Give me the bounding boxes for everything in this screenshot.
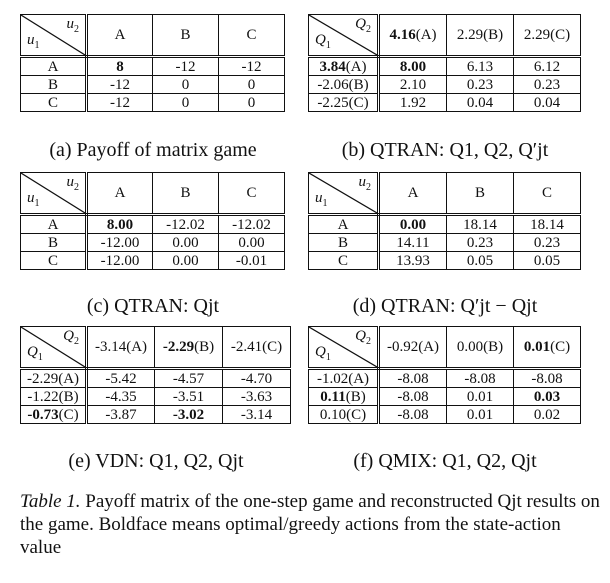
value: 0.05 xyxy=(533,252,561,269)
value: -2.41 xyxy=(230,339,263,355)
row-header xyxy=(309,406,379,424)
column-variable xyxy=(63,328,79,350)
value: 0.04 xyxy=(466,94,494,111)
table-row xyxy=(309,234,581,252)
action-label: (C) xyxy=(550,27,571,43)
table-cell xyxy=(87,369,155,388)
table-row xyxy=(21,252,285,270)
table-cell xyxy=(219,57,285,76)
table-row xyxy=(309,369,581,388)
column-header xyxy=(379,15,447,57)
table-row xyxy=(21,94,285,112)
table-cell xyxy=(219,215,285,234)
table-cell xyxy=(87,215,153,234)
table-caption-text: Payoff matrix of the one-step game and reconstructed Qjt results on the game. Boldface means optimal/greedy actions from the state-action value xyxy=(20,491,600,558)
panel-b xyxy=(308,14,581,112)
table-row xyxy=(21,369,291,388)
column-variable xyxy=(355,16,371,38)
row-var: u xyxy=(27,190,35,206)
bold-value: 0.11 xyxy=(320,388,346,405)
table-cell xyxy=(153,76,219,94)
table-cell xyxy=(514,234,581,252)
table-cell xyxy=(153,57,219,76)
table-cell xyxy=(153,252,219,270)
value: 0 xyxy=(247,76,256,93)
corner-cell xyxy=(309,173,379,215)
column-header xyxy=(219,173,285,215)
col-sub: 2 xyxy=(366,24,371,35)
value: 0.23 xyxy=(533,76,561,93)
bold-value: 4.16 xyxy=(389,27,416,43)
value: -0.92 xyxy=(386,339,419,355)
caption-b: (b) QTRAN: Q1, Q2, Q′jt xyxy=(341,139,549,161)
action-label: (B) xyxy=(483,339,504,355)
payoff-table xyxy=(308,172,581,270)
row-header xyxy=(309,57,379,76)
table-row xyxy=(21,76,285,94)
bold-value: 3.84 xyxy=(319,58,346,75)
bold-value: 8 xyxy=(116,58,124,75)
table-cell xyxy=(87,234,153,252)
row-variable xyxy=(27,344,43,366)
row-header xyxy=(309,252,379,270)
value: 1.92 xyxy=(399,94,427,111)
value: 0.05 xyxy=(466,252,494,269)
value: 0.23 xyxy=(466,76,494,93)
table-cell xyxy=(379,94,447,112)
row-variable xyxy=(27,32,40,54)
table-cell xyxy=(223,388,291,406)
column-header xyxy=(87,15,153,57)
table-row xyxy=(21,234,285,252)
table-cell xyxy=(87,57,153,76)
row-sub: 1 xyxy=(37,352,43,363)
bold-value: 0.01 xyxy=(523,339,551,355)
action-label: (B) xyxy=(194,339,215,355)
table-cell xyxy=(379,252,447,270)
col-sub: 2 xyxy=(366,336,371,347)
action-label: (B) xyxy=(348,76,369,93)
col-sub: 2 xyxy=(74,24,79,35)
action-label: (B) xyxy=(58,388,79,405)
table-cell xyxy=(447,388,514,406)
value: -3.14 xyxy=(94,339,127,355)
value: 0 xyxy=(181,76,190,93)
col-var: u xyxy=(66,16,74,32)
column-header xyxy=(153,173,219,215)
row-var: Q xyxy=(27,344,38,360)
column-variable xyxy=(67,16,80,38)
table-cell xyxy=(223,406,291,424)
row-header xyxy=(21,234,87,252)
value: A xyxy=(47,216,59,233)
column-header xyxy=(155,327,223,369)
row-sub: 1 xyxy=(34,198,40,209)
action-label: (A) xyxy=(348,370,370,387)
table-cell xyxy=(153,215,219,234)
row-header xyxy=(21,76,87,94)
table-cell xyxy=(514,369,581,388)
row-header xyxy=(21,94,87,112)
value: -3.87 xyxy=(105,406,137,423)
column-header xyxy=(447,327,514,369)
value: C xyxy=(541,185,552,201)
column-header xyxy=(87,327,155,369)
table-cell xyxy=(447,94,514,112)
column-header xyxy=(379,173,447,215)
table-cell xyxy=(379,76,447,94)
value: -12.00 xyxy=(100,234,140,251)
value: 0.01 xyxy=(466,406,494,423)
value: A xyxy=(114,27,126,43)
header-row xyxy=(309,327,581,369)
caption-d: (d) QTRAN: Q′jt − Qjt xyxy=(352,295,538,317)
value: B xyxy=(474,185,485,201)
table-cell xyxy=(447,234,514,252)
row-var: u xyxy=(315,190,323,206)
value: -1.02 xyxy=(316,370,349,387)
value: -2.06 xyxy=(317,76,349,93)
value: A xyxy=(114,185,126,201)
header-row xyxy=(21,327,291,369)
row-variable xyxy=(315,32,331,54)
panel-e xyxy=(20,326,291,424)
table-cell xyxy=(514,76,581,94)
table-cell xyxy=(514,215,581,234)
table-cell xyxy=(379,234,447,252)
bold-value: 0.00 xyxy=(399,216,427,233)
column-variable xyxy=(359,174,372,196)
row-header xyxy=(21,388,87,406)
caption-a: (a) Payoff of matrix game xyxy=(49,139,257,161)
table-label: Table 1. xyxy=(20,491,81,512)
value: A xyxy=(47,58,59,75)
row-var: u xyxy=(27,32,35,48)
table-cell xyxy=(379,215,447,234)
table-cell xyxy=(219,234,285,252)
row-header xyxy=(309,388,379,406)
table-cell xyxy=(447,406,514,424)
payoff-table xyxy=(20,172,285,270)
table-cell xyxy=(87,406,155,424)
value: -4.70 xyxy=(240,370,273,387)
value: 18.14 xyxy=(530,216,564,233)
table-cell xyxy=(447,57,514,76)
payoff-table xyxy=(20,14,285,112)
header-row xyxy=(309,15,581,57)
value: 6.12 xyxy=(533,58,561,75)
bold-value: -0.73 xyxy=(27,406,59,423)
column-header xyxy=(514,173,581,215)
table-row xyxy=(21,215,285,234)
value: 0.02 xyxy=(533,406,561,423)
value: -5.42 xyxy=(105,370,137,387)
value: -12 xyxy=(110,76,130,93)
value: 0.10 xyxy=(319,406,347,423)
column-header xyxy=(219,15,285,57)
value: 2.29 xyxy=(523,27,551,43)
table-cell xyxy=(447,215,514,234)
value: A xyxy=(337,216,349,233)
row-variable xyxy=(315,344,331,366)
row-header xyxy=(309,94,379,112)
col-var: Q xyxy=(355,328,366,344)
value: -8.08 xyxy=(397,406,429,423)
row-sub: 1 xyxy=(325,352,331,363)
value: 0.00 xyxy=(456,339,484,355)
value: -12 xyxy=(241,58,262,75)
table-cell xyxy=(379,369,447,388)
table-row xyxy=(309,388,581,406)
value: 0.00 xyxy=(172,234,199,251)
col-var: Q xyxy=(63,328,74,344)
table-row xyxy=(21,388,291,406)
value: 0.23 xyxy=(466,234,494,251)
table-caption xyxy=(20,490,605,559)
row-sub: 1 xyxy=(325,40,331,51)
column-header xyxy=(87,173,153,215)
value: 0.00 xyxy=(238,234,265,251)
value: B xyxy=(180,185,191,201)
table-cell xyxy=(87,76,153,94)
table-row xyxy=(309,94,581,112)
header-row xyxy=(309,173,581,215)
corner-cell xyxy=(309,327,379,369)
value: -12 xyxy=(175,58,196,75)
table-row xyxy=(21,406,291,424)
value: -8.08 xyxy=(397,388,429,405)
table-cell xyxy=(219,94,285,112)
table-cell xyxy=(514,57,581,76)
corner-cell xyxy=(21,327,87,369)
value: -3.14 xyxy=(240,406,273,423)
table-cell xyxy=(223,369,291,388)
table-cell xyxy=(87,94,153,112)
action-label: (C) xyxy=(262,339,283,355)
row-header xyxy=(309,76,379,94)
value: B xyxy=(47,234,58,251)
value: 0.00 xyxy=(172,252,199,269)
value: C xyxy=(246,27,257,43)
table-row xyxy=(309,57,581,76)
value: 0.01 xyxy=(466,388,494,405)
action-label: (C) xyxy=(346,406,367,423)
action-label: (C) xyxy=(58,406,79,423)
value: -8.08 xyxy=(464,370,496,387)
table-cell xyxy=(155,406,223,424)
column-variable xyxy=(355,328,371,350)
col-var: u xyxy=(66,174,74,190)
panel-a xyxy=(20,14,285,112)
table-row xyxy=(309,215,581,234)
column-header xyxy=(514,15,581,57)
value: -12.02 xyxy=(166,216,205,233)
value: 2.29 xyxy=(456,27,484,43)
value: -12.00 xyxy=(100,252,140,269)
table-cell xyxy=(153,94,219,112)
panel-d xyxy=(308,172,581,270)
table-row xyxy=(21,57,285,76)
value: 18.14 xyxy=(463,216,497,233)
corner-cell xyxy=(21,15,87,57)
value: A xyxy=(407,185,419,201)
action-label: (A) xyxy=(418,339,440,355)
value: 0 xyxy=(181,94,190,111)
value: -1.22 xyxy=(27,388,59,405)
table-cell xyxy=(87,252,153,270)
bold-value: 8.00 xyxy=(399,58,427,75)
value: -2.25 xyxy=(317,94,349,111)
row-header xyxy=(309,234,379,252)
table-row xyxy=(309,252,581,270)
col-var: Q xyxy=(355,16,366,32)
column-header xyxy=(153,15,219,57)
caption-f: (f) QMIX: Q1, Q2, Qjt xyxy=(353,450,537,472)
row-var: Q xyxy=(315,344,326,360)
table-cell xyxy=(379,406,447,424)
action-label: (B) xyxy=(345,388,366,405)
table-cell xyxy=(514,388,581,406)
table-cell xyxy=(379,57,447,76)
value: 13.93 xyxy=(396,252,430,269)
header-row xyxy=(21,173,285,215)
value: C xyxy=(337,252,348,269)
action-label: (A) xyxy=(415,27,437,43)
value: -2.29 xyxy=(26,370,59,387)
table-row xyxy=(309,76,581,94)
row-header xyxy=(21,406,87,424)
value: 0.04 xyxy=(533,94,561,111)
value: 2.10 xyxy=(399,76,427,93)
table-cell xyxy=(155,369,223,388)
value: -8.08 xyxy=(397,370,429,387)
bold-value: -2.29 xyxy=(162,339,195,355)
action-label: (C) xyxy=(550,339,571,355)
value: -4.35 xyxy=(105,388,137,405)
table-cell xyxy=(153,234,219,252)
row-header xyxy=(309,369,379,388)
row-header xyxy=(21,215,87,234)
value: -12 xyxy=(110,94,130,111)
value: 0 xyxy=(247,94,256,111)
column-header xyxy=(514,327,581,369)
value: 0.23 xyxy=(533,234,561,251)
table-cell xyxy=(155,388,223,406)
value: C xyxy=(47,252,58,269)
col-sub: 2 xyxy=(74,182,79,193)
table-cell xyxy=(447,76,514,94)
action-label: (A) xyxy=(58,370,80,387)
action-label: (A) xyxy=(126,339,148,355)
payoff-table xyxy=(20,326,291,424)
row-header xyxy=(21,57,87,76)
row-header xyxy=(309,215,379,234)
value: -3.63 xyxy=(240,388,273,405)
value: -0.01 xyxy=(235,252,268,269)
value: B xyxy=(180,27,191,43)
row-sub: 1 xyxy=(34,40,40,51)
col-sub: 2 xyxy=(74,336,79,347)
value: B xyxy=(337,234,348,251)
corner-cell xyxy=(309,15,379,57)
col-sub: 2 xyxy=(366,182,371,193)
column-header xyxy=(447,15,514,57)
column-header xyxy=(447,173,514,215)
value: 14.11 xyxy=(396,234,430,251)
action-label: (A) xyxy=(345,58,367,75)
row-header xyxy=(21,369,87,388)
corner-cell xyxy=(21,173,87,215)
bold-value: 0.03 xyxy=(533,388,561,405)
row-sub: 1 xyxy=(322,198,328,209)
table-cell xyxy=(514,252,581,270)
table-cell xyxy=(514,406,581,424)
action-label: (B) xyxy=(483,27,504,43)
table-cell xyxy=(447,369,514,388)
value: C xyxy=(246,185,257,201)
value: -3.51 xyxy=(172,388,205,405)
action-label: (C) xyxy=(348,94,369,111)
value: -12.02 xyxy=(232,216,271,233)
caption-e: (e) VDN: Q1, Q2, Qjt xyxy=(68,450,244,472)
payoff-table xyxy=(308,326,581,424)
value: C xyxy=(47,94,58,111)
panel-f xyxy=(308,326,581,424)
column-header xyxy=(223,327,291,369)
caption-c: (c) QTRAN: Qjt xyxy=(86,295,220,317)
value: B xyxy=(47,76,58,93)
panel-c xyxy=(20,172,285,270)
bold-value: 8.00 xyxy=(106,216,134,233)
row-variable xyxy=(315,190,328,212)
row-header xyxy=(21,252,87,270)
table-row xyxy=(309,406,581,424)
table-cell xyxy=(219,252,285,270)
table-cell xyxy=(379,388,447,406)
value: -8.08 xyxy=(531,370,563,387)
value: -4.57 xyxy=(172,370,205,387)
value: 6.13 xyxy=(466,58,494,75)
column-variable xyxy=(67,174,80,196)
row-var: Q xyxy=(315,32,326,48)
table-cell xyxy=(219,76,285,94)
bold-value: -3.02 xyxy=(172,406,205,423)
header-row xyxy=(21,15,285,57)
row-variable xyxy=(27,190,40,212)
column-header xyxy=(379,327,447,369)
table-cell xyxy=(514,94,581,112)
col-var: u xyxy=(358,174,366,190)
table-cell xyxy=(87,388,155,406)
table-cell xyxy=(447,252,514,270)
payoff-table xyxy=(308,14,581,112)
